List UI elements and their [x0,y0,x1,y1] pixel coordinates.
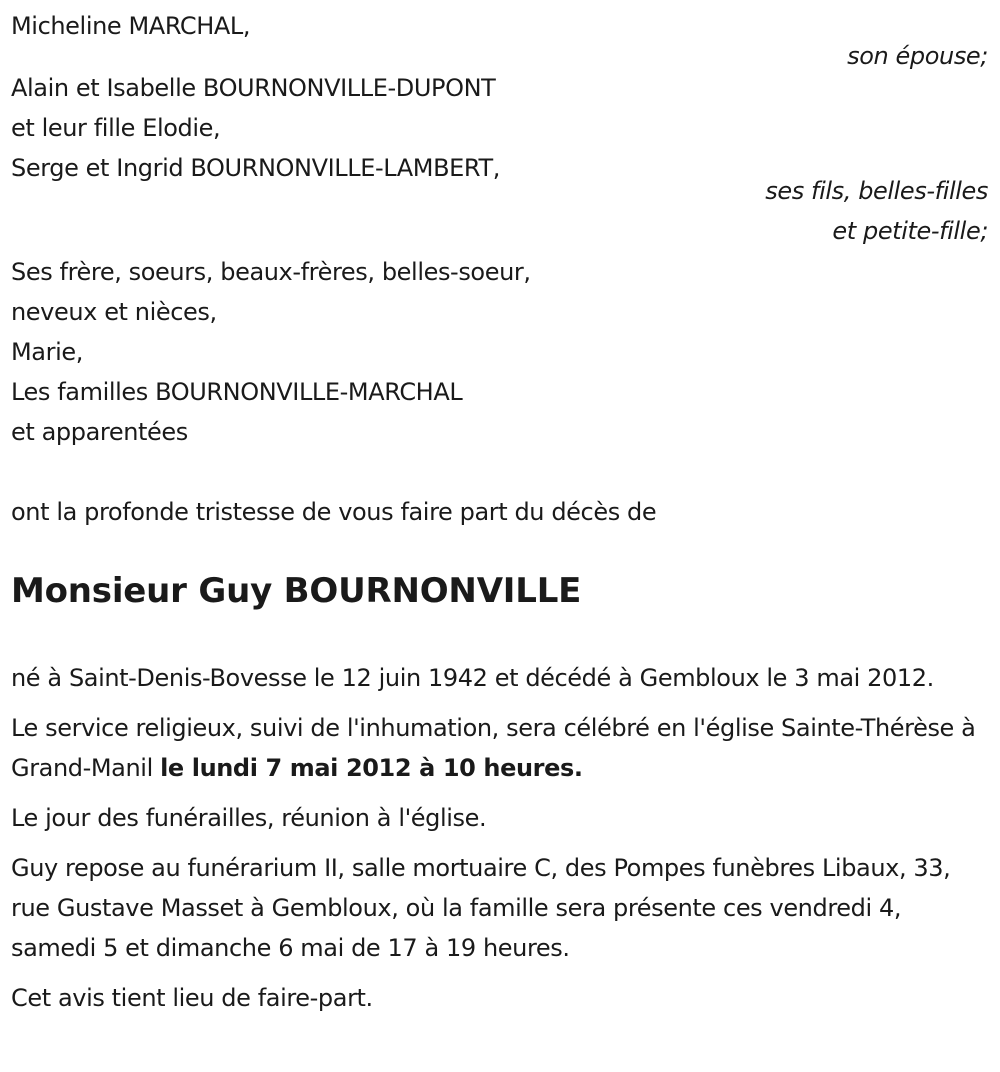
children-role: et petite-fille; [832,217,988,245]
gathering-paragraph: Le jour des funérailles, réunion à l'église. [11,804,487,832]
children-section [11,68,988,251]
service-text: Le service religieux, suivi de l'inhumation, sera célébré en l'église Sainte-Thérèse à Grand-Manil [11,714,976,782]
children-line: Serge et Ingrid BOURNONVILLE-LAMBERT, [11,154,500,182]
announcement-text: ont la profonde tristesse de vous faire part du décès de [11,498,657,526]
announcement-section [11,492,988,532]
relatives-line: Les familles BOURNONVILLE-MARCHAL [11,378,463,406]
relatives-line: Marie, [11,338,83,366]
spouse-role: son épouse; [847,42,988,70]
visitation-paragraph: Guy repose au funérarium II, salle mortuaire C, des Pompes funèbres Libaux, 33, rue Gustave Masset à Gembloux, où la famille sera présente ces vendredi 4, samedi 5 et dimanche 6 mai de 17 à 19 heures. [11,854,951,962]
deceased-section [11,566,988,616]
children-line: et leur fille Elodie, [11,114,221,142]
spouse-name: Micheline MARCHAL, [11,12,251,40]
children-role: ses fils, belles-filles [765,177,988,205]
relatives-section [11,252,988,452]
birth-death-paragraph: né à Saint-Denis-Bovesse le 12 juin 1942 et décédé à Gembloux le 3 mai 2012. [11,664,934,692]
spouse-section [11,6,988,76]
service-date: le lundi 7 mai 2012 à 10 heures. [160,754,583,782]
children-line: Alain et Isabelle BOURNONVILLE-DUPONT [11,74,496,102]
relatives-line: Ses frère, soeurs, beaux-frères, belles-soeur, [11,258,531,286]
relatives-line: et apparentées [11,418,188,446]
closing-paragraph: Cet avis tient lieu de faire-part. [11,984,373,1012]
service-paragraph [11,708,988,788]
relatives-line: neveux et nièces, [11,298,217,326]
details-section [11,658,988,1018]
deceased-name: Monsieur Guy BOURNONVILLE [11,571,582,611]
